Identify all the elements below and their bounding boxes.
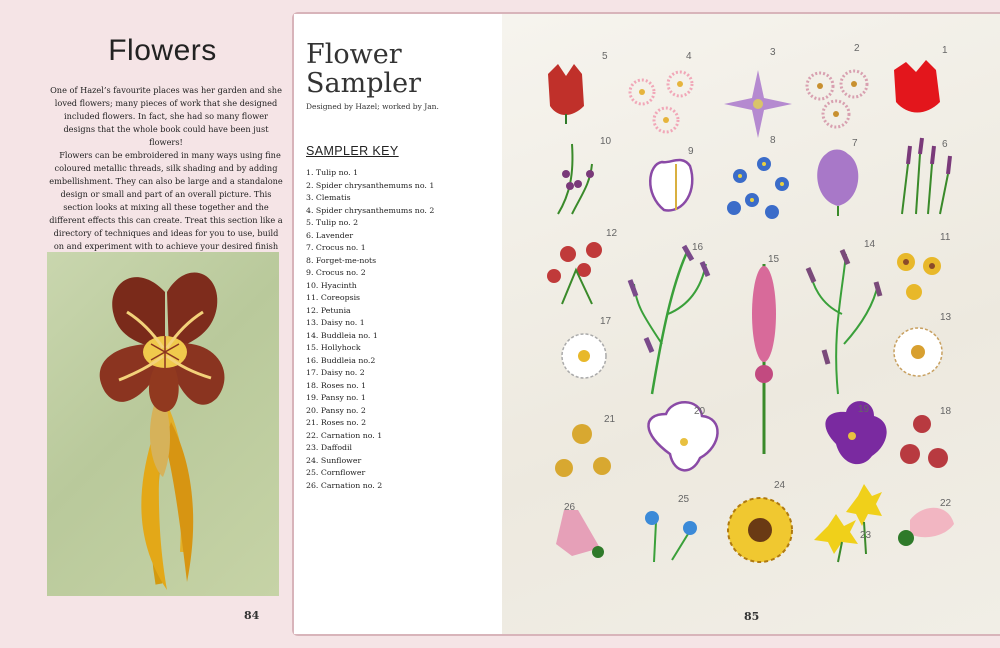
crocus-1-embroidery <box>817 150 858 217</box>
key-item: 10. Hyacinth <box>306 280 357 290</box>
sample-number: 19 <box>858 404 870 415</box>
tulip-2-embroidery <box>548 64 584 124</box>
key-item: 2. Spider chrysanthemums no. 1 <box>306 180 435 190</box>
hollyhock-embroidery <box>752 264 776 454</box>
key-list <box>306 167 434 492</box>
sample-number: 21 <box>604 414 616 425</box>
right-page <box>292 12 1000 636</box>
sampler-title <box>306 40 421 98</box>
key-item: 23. Daffodil <box>306 443 352 452</box>
pansy-1-embroidery <box>825 401 886 464</box>
key-item: 13. Daisy no. 1 <box>306 318 365 327</box>
intro-text <box>48 84 284 266</box>
spider-chrysanthemum-2-embroidery <box>630 72 692 132</box>
sample-number: 11 <box>940 232 951 243</box>
sampler-key-column <box>294 14 502 634</box>
key-item: 1. Tulip no. 1 <box>306 168 359 177</box>
intro-paragraph-1: One of Hazel’s favourite places was her garden and she loved flowers; many pieces of work that she designed included flowers. In fact, she had so many flower designs that the whole book could have been just flowers! <box>50 85 282 147</box>
sample-number: 14 <box>864 239 876 250</box>
carnation-1-embroidery <box>898 508 954 546</box>
sample-number: 4 <box>686 51 692 62</box>
sample-number: 18 <box>940 406 952 417</box>
hyacinth-embroidery <box>558 144 594 214</box>
roses-2-embroidery <box>555 424 611 477</box>
daisy-2-embroidery <box>562 334 606 378</box>
sunflower-embroidery <box>728 498 792 562</box>
buddleia-2-embroidery <box>630 246 708 394</box>
daffodil-embroidery <box>814 484 882 562</box>
tulip-1-embroidery <box>894 60 940 113</box>
sample-number: 15 <box>768 254 780 265</box>
crocus-2-embroidery <box>650 160 692 210</box>
spider-chrysanthemum-1-embroidery <box>807 71 867 127</box>
key-item: 19. Pansy no. 1 <box>306 393 366 402</box>
key-item: 21. Roses no. 2 <box>306 418 367 427</box>
sample-number: 24 <box>774 480 786 491</box>
key-item: 5. Tulip no. 2 <box>306 218 359 227</box>
carnation-2-embroidery <box>556 510 604 558</box>
page-number-right: 85 <box>744 610 760 623</box>
key-item: 8. Forget-me-nots <box>306 255 377 265</box>
sampler-title-line-2: Sampler <box>306 68 422 99</box>
embroidery-sampler-photo <box>502 14 1000 634</box>
sample-number: 9 <box>688 146 694 157</box>
daisy-1-embroidery <box>894 328 942 376</box>
pansy-2-embroidery <box>648 402 717 470</box>
sample-number: 16 <box>692 242 704 253</box>
sample-number: 25 <box>678 494 690 505</box>
section-title: Flowers <box>108 34 217 67</box>
key-item: 22. Carnation no. 1 <box>306 430 383 440</box>
roses-1-embroidery <box>900 415 948 468</box>
key-item: 17. Daisy no. 2 <box>306 368 365 377</box>
coreopsis-embroidery <box>897 253 941 300</box>
intro-paragraph-2: Flowers can be embroidered in many ways using fine coloured metallic threads, silk shading and by adding embellishment. They can also be large and a standalone design or small and part of an overall picture. This section looks at mixing all these together and the different effects this can create. Treat this section like a directory of techniques and ideas for you to use, build on and experiment with to achieve your desired finish <box>49 150 283 251</box>
key-item: 7. Crocus no. 1 <box>306 243 366 252</box>
key-item: 14. Buddleia no. 1 <box>306 330 378 340</box>
key-item: 26. Carnation no. 2 <box>306 480 383 490</box>
key-item: 16. Buddleia no.2 <box>306 355 376 365</box>
page-number-left: 84 <box>244 609 260 622</box>
sampler-illustration <box>502 14 1000 634</box>
sample-number: 12 <box>606 228 618 239</box>
sample-number: 2 <box>854 43 860 54</box>
sample-number: 7 <box>852 138 858 149</box>
forget-me-not-embroidery <box>727 157 789 219</box>
cornflower-embroidery <box>645 511 697 562</box>
key-item: 15. Hollyhock <box>306 343 361 352</box>
key-item: 6. Lavender <box>306 230 354 240</box>
sample-number: 6 <box>942 139 948 150</box>
petunia-embroidery <box>547 242 602 304</box>
sample-number: 20 <box>694 406 706 417</box>
left-page <box>0 0 300 648</box>
sampler-title-line-1: Flower <box>306 39 402 70</box>
sample-number: 8 <box>770 135 776 146</box>
key-item: 9. Crocus no. 2 <box>306 268 366 277</box>
key-item: 12. Petunia <box>306 305 351 315</box>
sample-number: 17 <box>600 316 612 327</box>
iris-embroidery-photo <box>47 252 279 596</box>
buddleia-1-embroidery <box>808 250 880 394</box>
key-heading: SAMPLER KEY <box>306 144 399 158</box>
key-item: 24. Sunflower <box>306 455 362 465</box>
sample-number: 22 <box>940 498 952 509</box>
sample-number: 5 <box>602 51 608 62</box>
clematis-embroidery <box>724 70 792 138</box>
key-item: 3. Clematis <box>306 193 351 202</box>
sample-number: 3 <box>770 47 776 58</box>
sample-number: 10 <box>600 136 612 147</box>
sample-number: 13 <box>940 312 952 323</box>
key-item: 11. Coreopsis <box>306 293 361 302</box>
key-item: 20. Pansy no. 2 <box>306 405 366 415</box>
credit-line: Designed by Hazel; worked by Jan. <box>306 102 439 111</box>
sample-number: 26 <box>564 502 576 513</box>
key-item: 25. Cornflower <box>306 468 366 477</box>
sample-number: 1 <box>942 45 948 56</box>
sample-number: 23 <box>860 530 872 541</box>
key-item: 4. Spider chrysanthemums no. 2 <box>306 205 435 215</box>
key-item: 18. Roses no. 1 <box>306 380 367 390</box>
